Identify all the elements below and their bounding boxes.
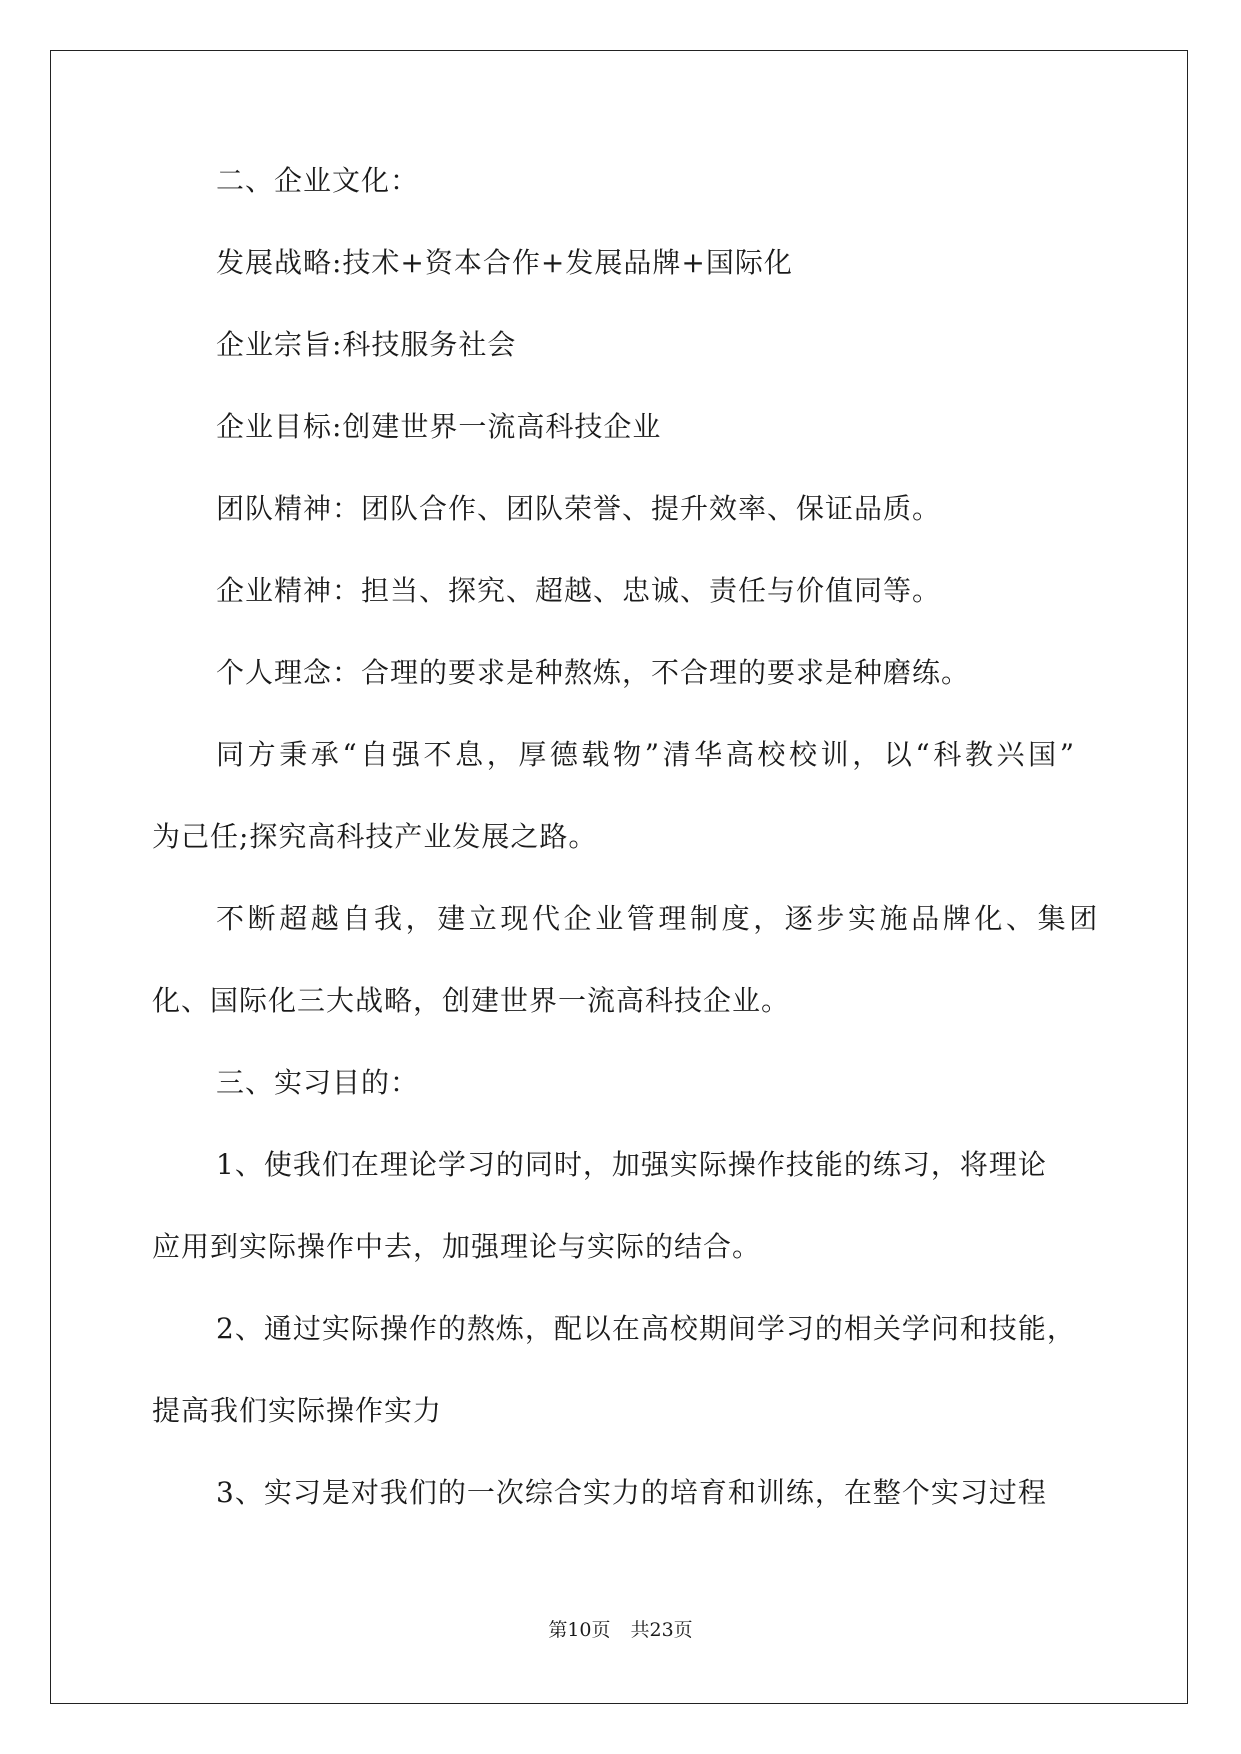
list-item-3-line-1: 3、实习是对我们的一次综合实力的培育和训练，在整个实习过程 [216,1476,1047,1509]
paragraph-purpose: 企业宗旨:科技服务社会 [216,328,517,361]
page-number-current: 第10页 [548,1619,611,1641]
section-heading-internship-purpose: 三、实习目的： [216,1066,420,1099]
paragraph-motto-line-1: 同方秉承“自强不息，厚德载物”清华高校校训，以“科教兴国” [216,738,1078,771]
paragraph-self-surpass-line-1: 不断超越自我，建立现代企业管理制度，逐步实施品牌化、集团 [216,902,1101,935]
list-item-2-line-2: 提高我们实际操作实力 [152,1394,443,1427]
paragraph-self-surpass-line-2: 化、国际化三大战略，创建世界一流高科技企业。 [152,984,791,1017]
document-body [152,140,1101,1534]
paragraph-motto-line-2: 为己任;探究高科技产业发展之路。 [152,820,598,853]
paragraph-strategy: 发展战略:技术+资本合作+发展品牌+国际化 [216,246,793,279]
paragraph-goal: 企业目标:创建世界一流高科技企业 [216,410,662,443]
paragraph-enterprise-spirit: 企业精神：担当、探究、超越、忠诚、责任与价值同等。 [216,574,942,607]
paragraph-team-spirit: 团队精神：团队合作、团队荣誉、提升效率、保证品质。 [216,492,942,525]
list-item-1-line-1: 1、使我们在理论学习的同时，加强实际操作技能的练习，将理论 [216,1148,1047,1181]
page-footer [0,1615,1241,1642]
section-heading-culture: 二、企业文化： [216,164,420,197]
page-number-total: 共23页 [630,1619,693,1641]
list-item-2-line-1: 2、通过实际操作的熬炼，配以在高校期间学习的相关学问和技能， [216,1312,1076,1345]
list-item-1-line-2: 应用到实际操作中去，加强理论与实际的结合。 [152,1230,762,1263]
paragraph-personal-philosophy: 个人理念：合理的要求是种熬炼，不合理的要求是种磨练。 [216,656,971,689]
